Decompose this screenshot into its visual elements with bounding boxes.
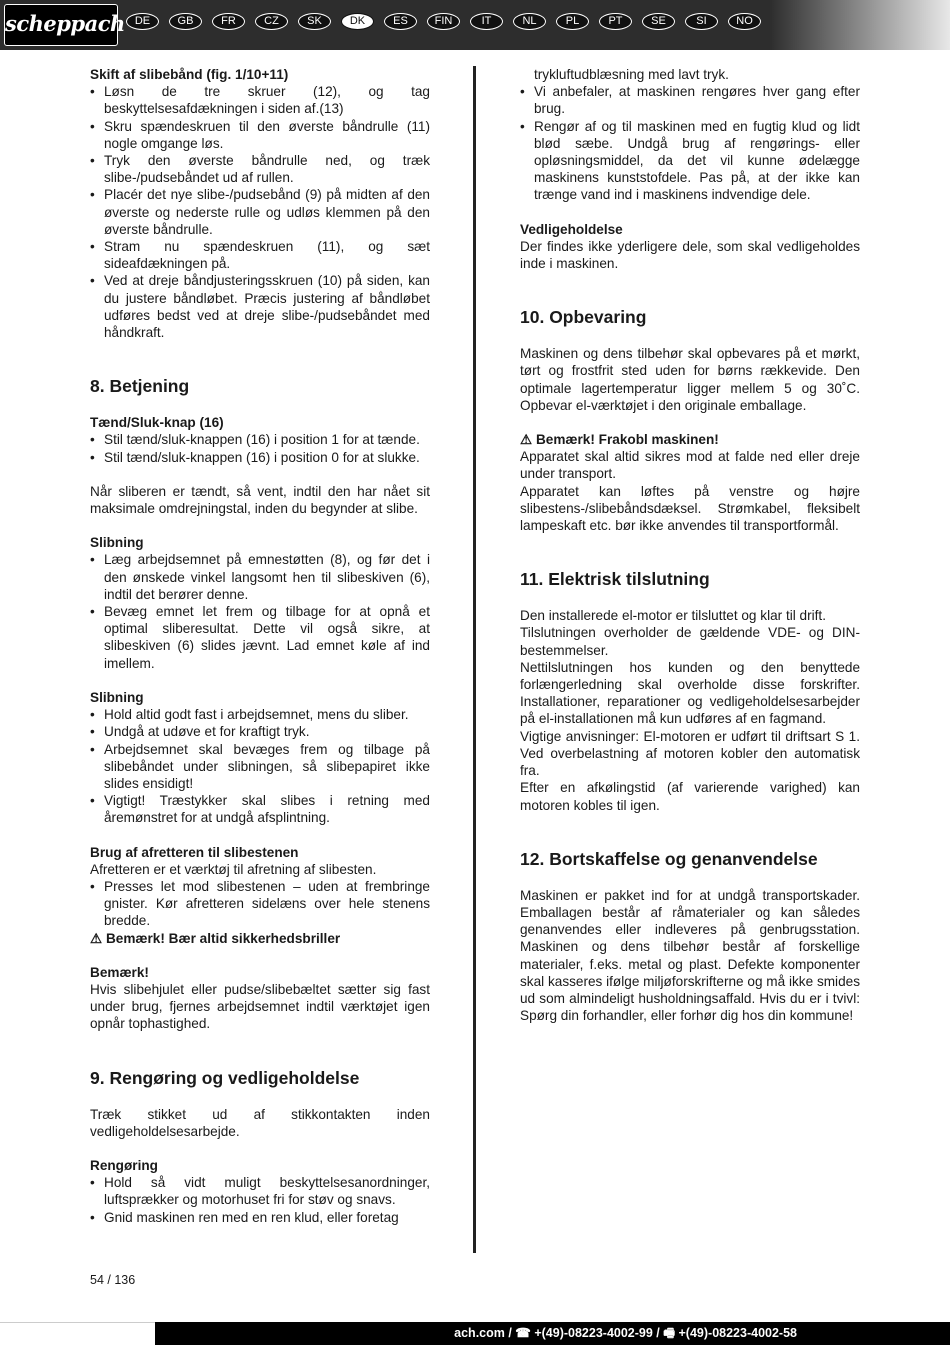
electrical-p1: Den installerede el-motor er tilsluttet og klar til drift.	[520, 608, 826, 624]
list-item: • Arbejdsemnet skal bevæges frem og tilbage på slibebåndet under slibningen, så slibepapiret ikke slides ensidigt!	[90, 741, 430, 793]
list-item: • Bevæg emnet let frem og tilbage for at opnå et optimal sliberesultat. Dette vil også sikre, at slibeskiven (6) slides jævnt. Lad emnet køle af ind imellem.	[90, 603, 430, 672]
list-item: • Stil tænd/sluk-knappen (16) i position 0 for at slukke.	[90, 449, 430, 466]
dresser-list	[90, 878, 430, 930]
note-text: Hvis slibehjulet eller pudse/slibebæltet sætter sig fast under brug, fjernes arbejdsemnet indtil værktøjet igen opnår tophastighed.	[90, 981, 430, 1032]
storage-text: Maskinen og dens tilbehør skal opbevares på et mørkt, tørt og frostfrit sted uden for børns rækkevide. Den optimale lagertemperatur ligger mellem 5 og 30˚C. Opbevar el-værktøjet i den originale emballage.	[520, 346, 860, 413]
section-8-heading: 8. Betjening	[90, 376, 190, 397]
list-item: • Undgå at udøve et for kraftigt tryk.	[90, 723, 430, 740]
list-item: • Skru spændeskruen til den øverste båndrulle (11) nogle omgange løs.	[90, 118, 430, 152]
list-item: • Stram nu spændeskruen (11), og sæt sideafdækningen på.	[90, 238, 430, 272]
switch-list	[90, 431, 430, 465]
storage-warning-text-2: Apparatet kan løftes på venstre og højre slibestens-/slibebåndsdæksel. Strømkabel, fleksibelt lampeskaft etc. bør ikke anvendes til transportformål.	[520, 483, 860, 534]
footer-left-blank	[0, 1322, 155, 1345]
warning-triangle-icon: ⚠	[520, 432, 533, 448]
storage-warning	[520, 431, 860, 448]
belt-change-list	[90, 83, 430, 341]
dresser-intro: Afretteren er et værktøj til afretning af slibesten.	[90, 861, 377, 877]
switch-title: Tænd/Sluk-knap (16)	[90, 415, 224, 431]
right-column	[520, 66, 860, 1024]
footer-contact: ach.com / ☎ +(49)-08223-4002-99 / 🖷 +(49)-08223-4002-58	[454, 1326, 797, 1340]
language-selector	[126, 13, 771, 30]
list-item: • Stil tænd/sluk-knappen (16) i position 1 for at tænde.	[90, 431, 430, 448]
cleaning-continued: trykluftudblæsning med lavt tryk.	[534, 67, 729, 82]
storage-warning-title: Bemærk! Frakobl maskinen!	[535, 432, 719, 448]
lang-tab-it[interactable]: IT	[470, 13, 503, 30]
footer-bar	[155, 1322, 950, 1345]
cleaning-list	[90, 1174, 430, 1226]
list-item: • Rengør af og til maskinen med en fugtig klud og lidt blød sæbe. Undgå brug af rengørings- eller opløsningsmiddel, da det vil kunne ødelægge maskinens kunststofdele. Pas på, at der ikke kan trænge vand ind i maskinens indvendige dele.	[520, 118, 860, 204]
grinding-list-2	[90, 706, 430, 826]
lang-tab-pl[interactable]: PL	[556, 13, 589, 30]
lang-tab-dk[interactable]: DK	[341, 13, 374, 30]
list-item: • Placér det nye slibe-/pudsebånd (9) på midten af den øverste og nederste rulle og udløs klemmen på den øverste båndrulle.	[90, 186, 430, 238]
list-item: • Tryk den øverste båndrulle ned, og træk slibe-/pudsebåndet ud af rullen.	[90, 152, 430, 186]
lang-tab-es[interactable]: ES	[384, 13, 417, 30]
lang-tab-no[interactable]: NO	[728, 13, 761, 30]
list-item: • Vi anbefaler, at maskinen rengøres hver gang efter brug.	[520, 83, 860, 117]
header-fade	[770, 0, 950, 50]
section-10-heading: 10. Opbevaring	[520, 307, 647, 328]
list-item: • Gnid maskinen ren med en ren klud, eller foretag	[90, 1209, 430, 1226]
lang-tab-si[interactable]: SI	[685, 13, 718, 30]
warning-triangle-icon: ⚠	[90, 930, 103, 946]
header-bar	[0, 0, 950, 50]
section-9-intro: Træk stikket ud af stikkontakten inden vedligeholdelsesarbejde.	[90, 1106, 430, 1139]
electrical-p2: Tilslutningen overholder de gældende VDE- og DIN-bestemmelser.	[520, 625, 860, 658]
grinding-list-1	[90, 551, 430, 671]
list-item: • Læg arbejdsemnet på emnestøtten (8), og før det i den ønskede vinkel langsomt hen til slibeskiven (6), indtil det berører denne.	[90, 551, 430, 603]
lang-tab-se[interactable]: SE	[642, 13, 675, 30]
lang-tab-sk[interactable]: SK	[298, 13, 331, 30]
electrical-p4: Vigtige anvisninger: El-motoren er udført til driftsart S 1. Ved overbelastning af motoren kobler den automatisk fra.	[520, 728, 860, 779]
list-item: • Løsn de tre skruer (12), og tag beskyttelsesafdækningen i siden af.(13)	[90, 83, 430, 117]
brand-logo: scheppach	[4, 4, 118, 46]
list-item: • Hold altid godt fast i arbejdsemnet, mens du sliber.	[90, 706, 430, 723]
disposal-text: Maskinen er pakket ind for at undgå transportskader. Emballagen består af råmaterialer og kan således genanvendes eller indleveres på genbrugsstation. Maskinen og dens tilbehør består af forskellige materialer, f.eks. metal og plast. Defekte komponenter skal kasseres ifølge miljøforskrifterne og må ikke smides ud som almindeligt husholdningsaffald. Hvis du er i tvivl: Spørg din forhandler, eller forhør dig hos din kommune!	[520, 887, 860, 1024]
lang-tab-fr[interactable]: FR	[212, 13, 245, 30]
electrical-p3: Nettilslutningen hos kunden og den benyttede forlængerledning skal overholde disse forskrifter. Installationer, reparationer og vedligeholdelsesarbejder på el-installationen må kun udføres af en fagmand.	[520, 659, 860, 727]
belt-change-title: Skift af slibebånd (fig. 1/10+11)	[90, 67, 289, 82]
section-11-heading: 11. Elektrisk tilslutning	[520, 569, 710, 590]
section-12-heading: 12. Bortskaffelse og genanvendelse	[520, 848, 818, 869]
lang-tab-gb[interactable]: GB	[169, 13, 202, 30]
cleaning-list-continued	[520, 83, 860, 203]
switch-note: Når sliberen er tændt, så vent, indtil den har nået sit maksimale omdrejningstal, inden du begynder at slibe.	[90, 483, 430, 517]
page-number: 54 / 136	[90, 1273, 136, 1287]
grinding-title-2: Slibning	[90, 689, 144, 705]
left-column	[90, 66, 430, 1226]
lang-tab-nl[interactable]: NL	[513, 13, 546, 30]
list-item: • Ved at dreje båndjusteringsskruen (10) på siden, kan du justere båndløbet. Præcis justering af båndløbet udføres bedst ved at dreje slibe-/pudsebåndet med håndkraft.	[90, 272, 430, 341]
dresser-title: Brug af afretteren til slibestenen	[90, 844, 299, 860]
lang-tab-fin[interactable]: FIN	[427, 13, 460, 30]
list-item: • Presses let mod slibestenen – uden at frembringe gnister. Kør afretteren sidelæns over hele stenens bredde.	[90, 878, 430, 930]
maintenance-text: Der findes ikke yderligere dele, som skal vedligeholdes inde i maskinen.	[520, 238, 860, 272]
safety-warning	[90, 930, 430, 947]
lang-tab-de[interactable]: DE	[126, 13, 159, 30]
maintenance-title: Vedligeholdelse	[520, 221, 623, 237]
note-title: Bemærk!	[90, 964, 149, 980]
electrical-p5: Efter en afkølingstid (af varierende varighed) kan motoren kobles til igen.	[520, 780, 860, 813]
grinding-title-1: Slibning	[90, 535, 144, 551]
safety-warning-text: Bemærk! Bær altid sikkerhedsbriller	[105, 930, 341, 946]
lang-tab-cz[interactable]: CZ	[255, 13, 288, 30]
list-item: • Vigtigt! Træstykker skal slibes i retning med åremønstret for at undgå afsplintning.	[90, 792, 430, 826]
lang-tab-pt[interactable]: PT	[599, 13, 632, 30]
section-9-heading: 9. Rengøring og vedligeholdelse	[90, 1067, 360, 1088]
cleaning-title: Rengøring	[90, 1157, 158, 1173]
storage-warning-text-1: Apparatet skal altid sikres mod at falde ned eller dreje under transport.	[520, 449, 860, 482]
column-divider	[473, 66, 476, 1253]
list-item: • Hold så vidt muligt beskyttelsesanordninger, luftsprækker og motorhuset fri for støv og snavs.	[90, 1174, 430, 1208]
